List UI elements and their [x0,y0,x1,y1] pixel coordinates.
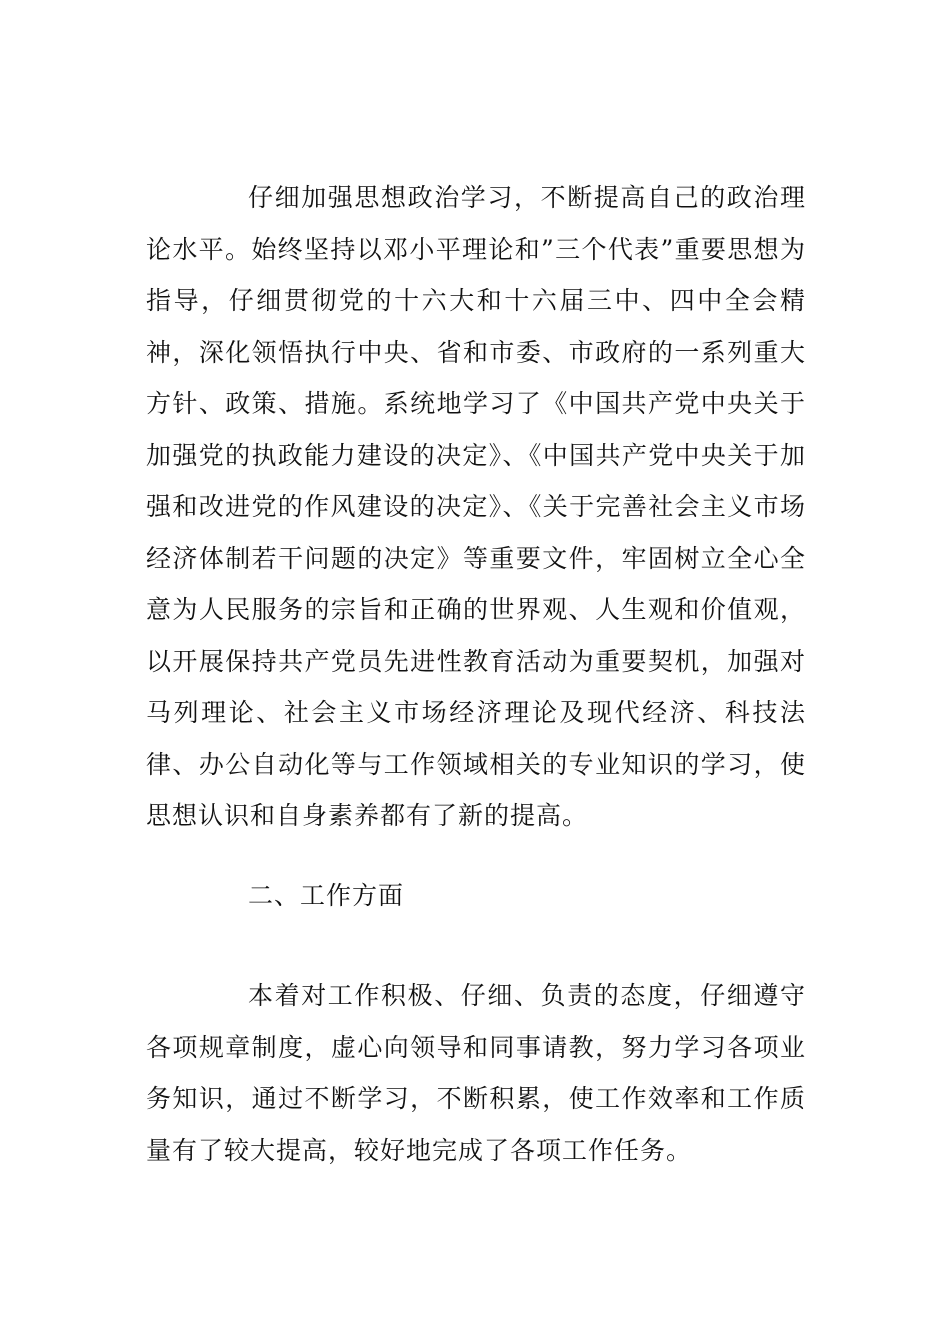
body-paragraph-study: 仔细加强思想政治学习，不断提高自己的政治理论水平。始终坚持以邓小平理论和”三个代表”重要思想为指导，仔细贯彻党的十六大和十六届三中、四中全会精神，深化领悟执行中央、省和市委、市政府的一系列重大方针、政策、措施。系统地学习了《中国共产党中央关于加强党的执政能力建设的决定》、《中国共产党中央关于加强和改进党的作风建设的决定》、《关于完善社会主义市场经济体制若干问题的决定》等重要文件，牢固树立全心全意为人民服务的宗旨和正确的世界观、人生观和价值观，以开展保持共产党员先进性教育活动为重要契机，加强对马列理论、社会主义市场经济理论及现代经济、科技法律、办公自动化等与工作领域相关的专业知识的学习，使思想认识和自身素养都有了新的提高。 [146,183,806,830]
body-paragraph-work: 本着对工作积极、仔细、负责的态度，仔细遵守各项规章制度，虚心向领导和同事请教，努力学习各项业务知识，通过不断学习，不断积累，使工作效率和工作质量有了较大提高，较好地完成了各项工作任务。 [146,981,806,1165]
section-heading-work: 二、工作方面 [248,881,405,910]
